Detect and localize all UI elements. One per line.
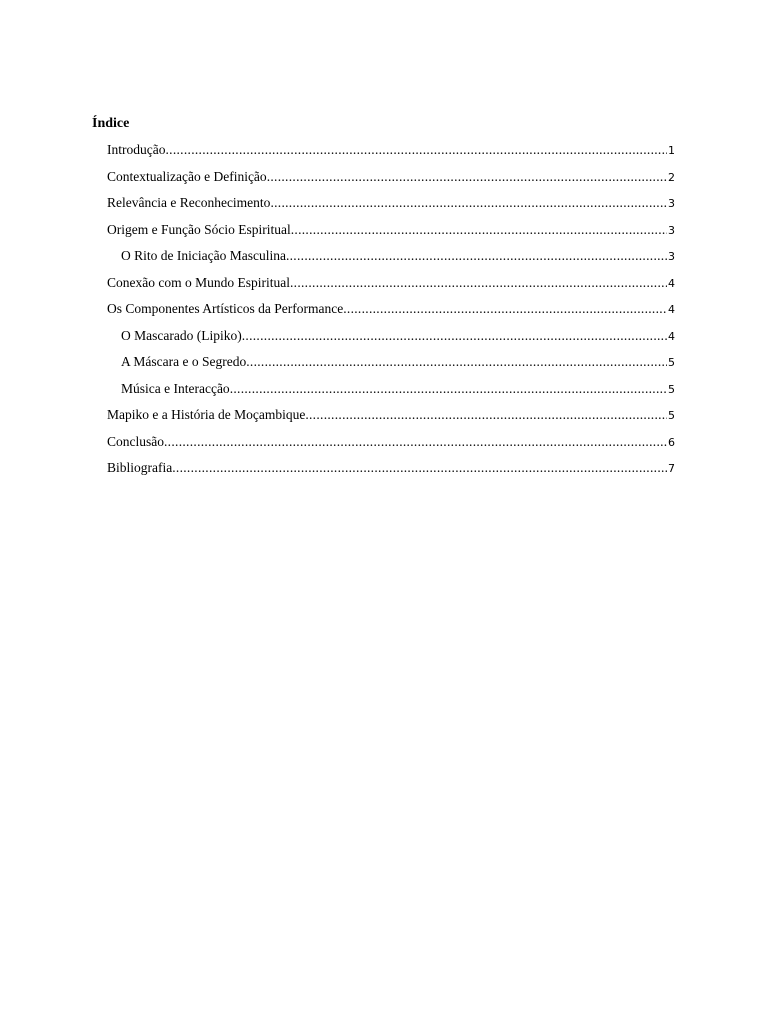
toc-entry-conexao[interactable] bbox=[0, 273, 675, 300]
toc-entry-label[interactable]: Relevância e Reconhecimento bbox=[107, 193, 270, 213]
toc-entry-introducao[interactable] bbox=[0, 140, 675, 167]
toc-entry-label[interactable]: Conclusão bbox=[107, 432, 164, 452]
toc-page-number: 4 bbox=[668, 329, 675, 343]
toc-page-number: 4 bbox=[668, 276, 675, 290]
toc-entry-label[interactable]: Origem e Função Sócio Espiritual bbox=[107, 220, 291, 240]
toc-dot-leader bbox=[291, 220, 667, 240]
toc-entry-label[interactable]: Contextualização e Definição bbox=[107, 167, 267, 187]
toc-page-number: 1 bbox=[668, 144, 675, 157]
toc-dot-leader bbox=[286, 246, 667, 266]
toc-page-number: 5 bbox=[668, 409, 675, 422]
toc-entry-contextualizacao[interactable] bbox=[0, 167, 675, 194]
toc-entry-mascarado[interactable] bbox=[0, 326, 675, 353]
toc-page-number: 3 bbox=[668, 197, 675, 210]
toc-entry-rito[interactable] bbox=[0, 246, 675, 273]
toc-page-number: 4 bbox=[668, 303, 675, 316]
toc-entry-label[interactable]: O Rito de Iniciação Masculina bbox=[121, 246, 286, 266]
toc-dot-leader bbox=[246, 352, 667, 372]
toc-entry-label[interactable]: Conexão com o Mundo Espiritual bbox=[107, 273, 290, 293]
toc-entry-mascara[interactable] bbox=[0, 352, 675, 379]
toc-dot-leader bbox=[172, 458, 667, 478]
toc-dot-leader bbox=[267, 167, 667, 187]
toc-page-number: 7 bbox=[668, 462, 675, 475]
toc-dot-leader bbox=[242, 326, 667, 346]
toc-page-number: 2 bbox=[668, 170, 675, 184]
toc-entry-origem[interactable] bbox=[0, 220, 675, 247]
toc-title: Índice bbox=[92, 116, 130, 131]
toc-entry-musica[interactable] bbox=[0, 379, 675, 406]
toc-dot-leader bbox=[290, 273, 667, 293]
toc-dot-leader bbox=[164, 432, 667, 452]
toc-entry-conclusao[interactable] bbox=[0, 432, 675, 459]
toc-entry-label[interactable]: Os Componentes Artísticos da Performance bbox=[107, 299, 343, 319]
toc-entry-label[interactable]: Música e Interacção bbox=[121, 379, 230, 399]
toc-dot-leader bbox=[270, 193, 667, 213]
toc-entry-label[interactable]: Introdução bbox=[107, 140, 165, 160]
toc-entry-bibliografia[interactable] bbox=[0, 458, 675, 485]
toc-entry-label[interactable]: O Mascarado (Lipiko) bbox=[121, 326, 242, 346]
toc-entry-label[interactable]: Bibliografia bbox=[107, 458, 172, 478]
toc-entry-mapiko[interactable] bbox=[0, 405, 675, 432]
toc-page-number: 3 bbox=[668, 250, 675, 263]
toc-dot-leader bbox=[165, 140, 667, 160]
toc-entry-relevancia[interactable] bbox=[0, 193, 675, 220]
toc-entry-label[interactable]: A Máscara e o Segredo bbox=[121, 352, 246, 372]
toc-dot-leader bbox=[305, 405, 667, 425]
toc-entry-componentes[interactable] bbox=[0, 299, 675, 326]
toc-entry-label[interactable]: Mapiko e a História de Moçambique bbox=[107, 405, 305, 425]
toc-dot-leader bbox=[230, 379, 667, 399]
toc-dot-leader bbox=[343, 299, 667, 319]
toc-page-number: 5 bbox=[668, 356, 675, 369]
toc-list bbox=[0, 140, 768, 485]
toc-page-number: 3 bbox=[668, 223, 675, 237]
toc-page-number: 6 bbox=[668, 435, 675, 449]
toc-page-number: 5 bbox=[668, 382, 675, 396]
